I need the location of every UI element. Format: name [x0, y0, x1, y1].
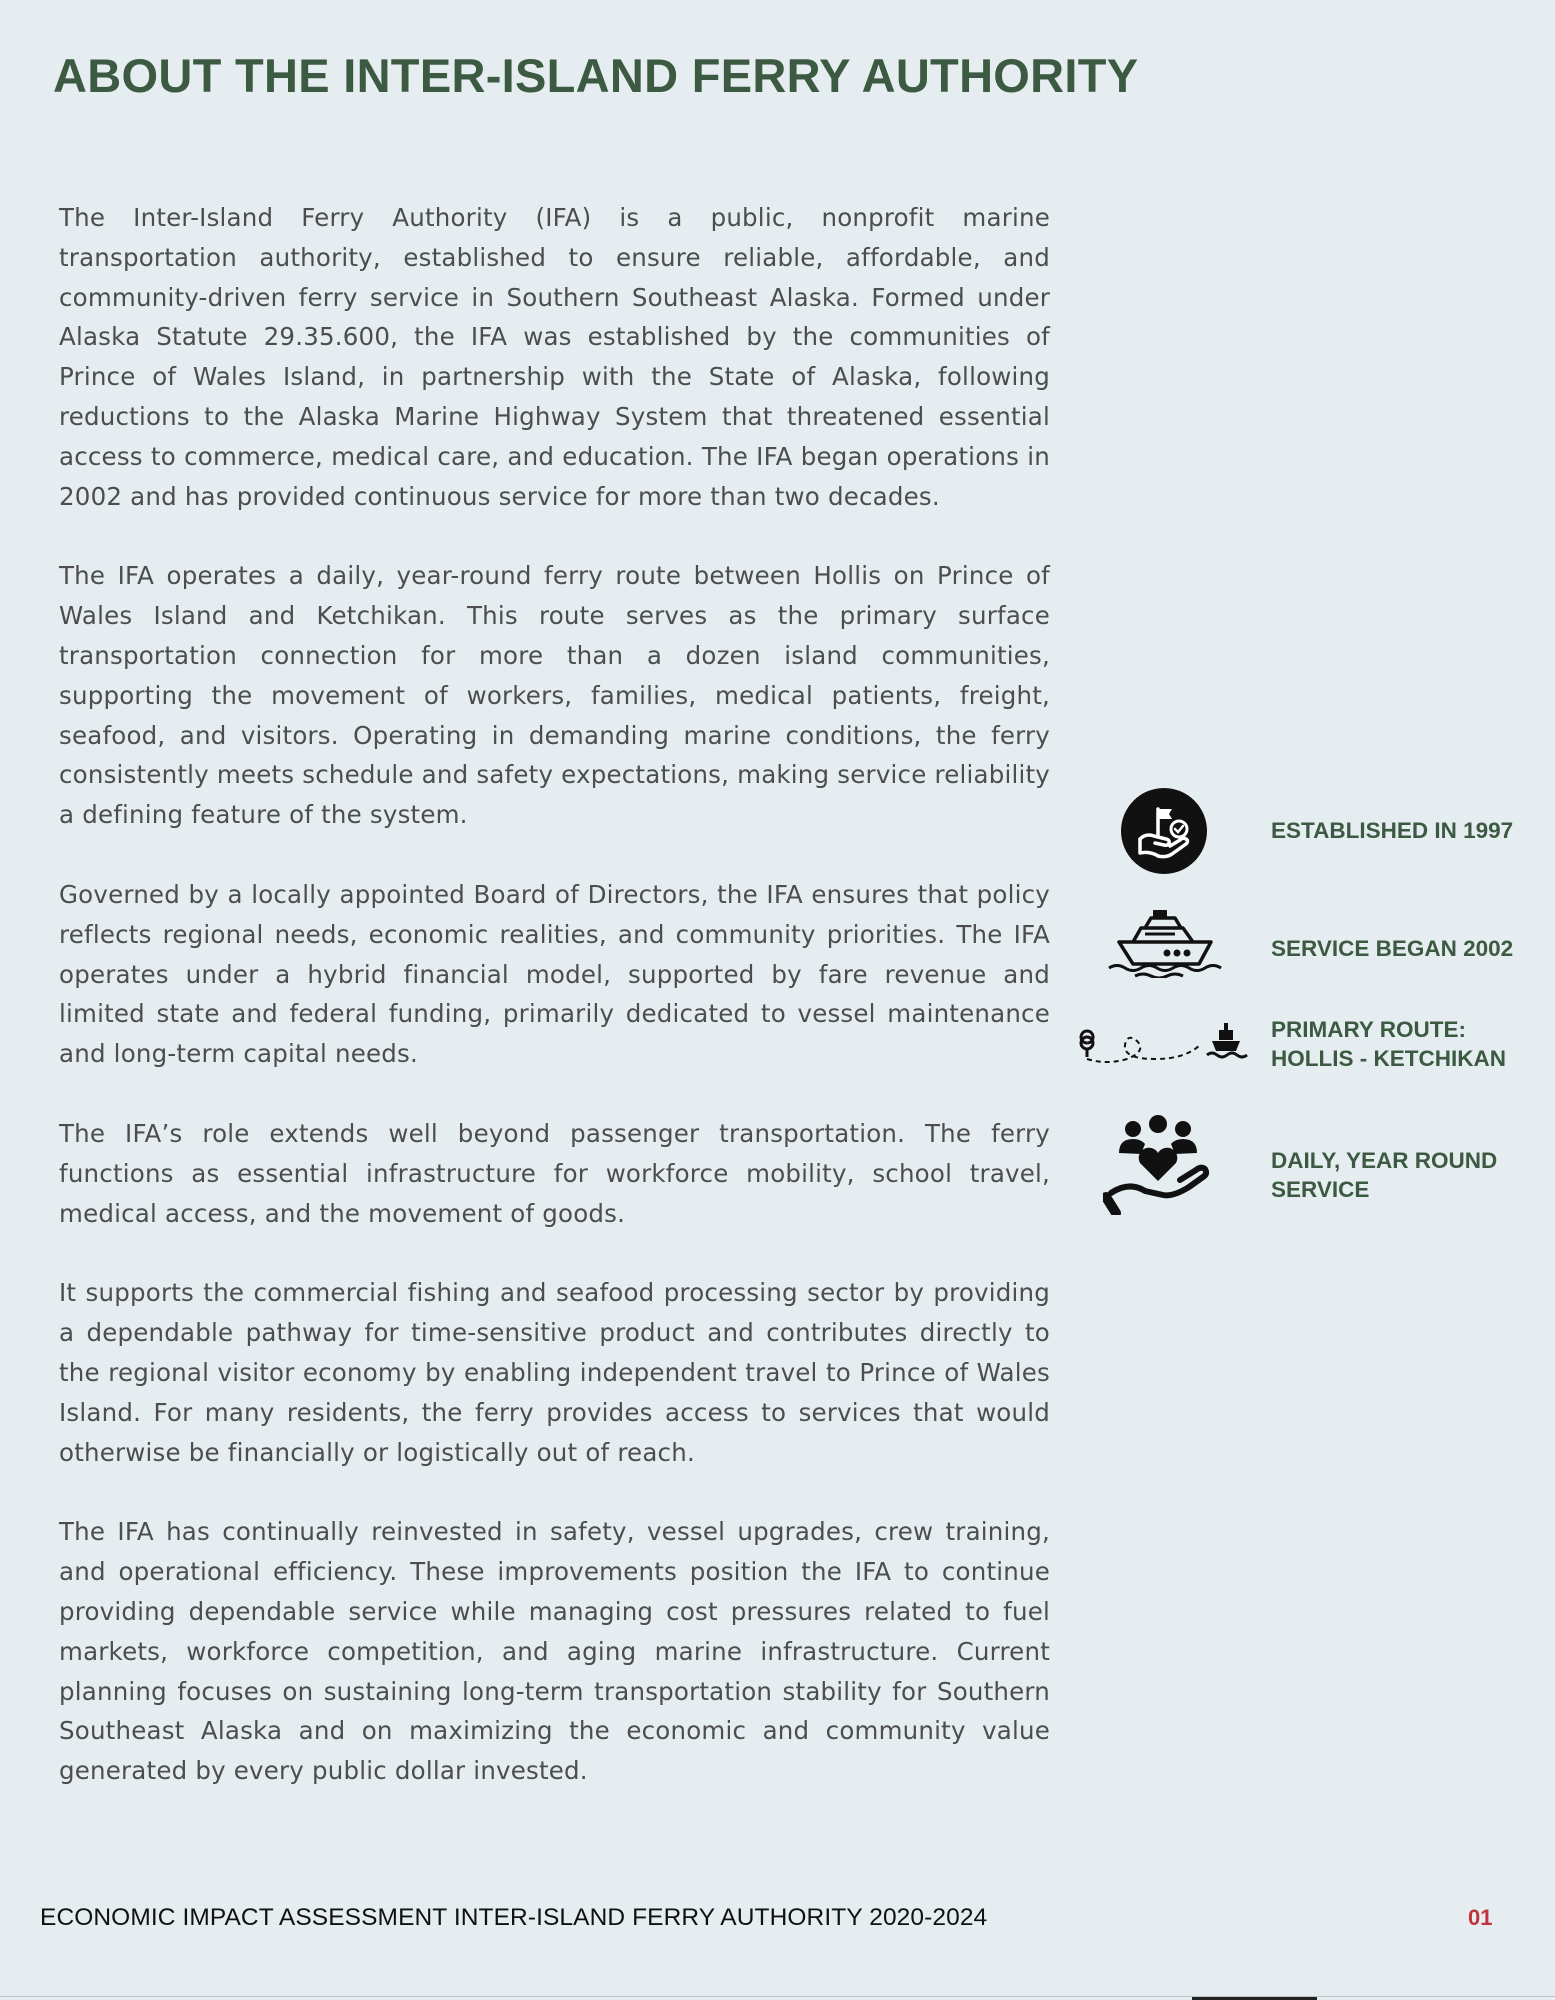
- fact-label: SERVICE BEGAN 2002: [1271, 936, 1514, 961]
- footer-title: ECONOMIC IMPACT ASSESSMENT INTER-ISLAND FERRY AUTHORITY 2020-2024: [40, 1904, 988, 1931]
- route-path-icon: [1075, 1015, 1235, 1115]
- paragraph-route: The IFA operates a daily, year-round ferry route between Hollis on Prince of Wales Island and Ketchikan. This route serves as the primary surface transportation connection for more than a dozen island communities, supporting the movement of workers, families, medical patients, freight, seafood, and visitors. Operating in demanding marine conditions, the ferry consistently meets schedule and safety expectations, making service reliability a defining feature of the system.: [59, 561, 1050, 830]
- ferry-ship-icon: [1075, 898, 1235, 998]
- fact-daily-service: [1075, 1115, 1545, 1215]
- paragraph-economy: It supports the commercial fishing and seafood processing sector by providing a dependable pathway for time-sensitive product and contributes directly to the regional visitor economy by enabling independent travel to Prince of Wales Island. For many residents, the ferry provides access to services that would otherwise be financially or logistically out of reach.: [59, 1278, 1050, 1467]
- fact-primary-route: [1075, 1015, 1545, 1115]
- fact-label: ESTABLISHED IN 1997: [1271, 818, 1514, 843]
- community-care-icon: [1075, 1115, 1235, 1215]
- page-number: 01: [1468, 1905, 1493, 1930]
- body-text: [59, 198, 1050, 1831]
- hand-flag-check-icon: [1075, 780, 1235, 880]
- fact-label: DAILY, YEAR ROUND SERVICE: [1271, 1148, 1498, 1202]
- fact-service-began: [1075, 898, 1545, 998]
- fact-established: [1075, 780, 1545, 880]
- paragraph-role: The IFA’s role extends well beyond passenger transportation. The ferry functions as essential infrastructure for workforce mobility, school travel, medical access, and the movement of goods.: [59, 1118, 1050, 1228]
- bottom-divider: [0, 1996, 1555, 1997]
- fact-label: PRIMARY ROUTE: HOLLIS - KETCHIKAN: [1271, 1017, 1506, 1071]
- paragraph-overview: The Inter-Island Ferry Authority (IFA) is a public, nonprofit marine transportation authority, established to ensure reliable, affordable, and community-driven ferry service in Southern Southeast Alaska. Formed under Alaska Statute 29.35.600, the IFA was established by the communities of Prince of Wales Island, in partnership with the State of Alaska, following reductions to the Alaska Marine Highway System that threatened essential access to commerce, medical care, and education. The IFA began operations in 2002 and has provided continuous service for more than two decades.: [59, 203, 1050, 511]
- paragraph-investment: The IFA has continually reinvested in safety, vessel upgrades, crew training, and operational efficiency. These improvements position the IFA to continue providing dependable service while managing cost pressures related to fuel markets, workforce competition, and aging marine infrastructure. Current planning focuses on sustaining long-term transportation stability for Southern Southeast Alaska and on maximizing the economic and community value generated by every public dollar invested.: [59, 1517, 1050, 1786]
- page-title: ABOUT THE INTER-ISLAND FERRY AUTHORITY: [53, 49, 1139, 102]
- paragraph-governance: Governed by a locally appointed Board of Directors, the IFA ensures that policy reflects regional needs, economic realities, and community priorities. The IFA operates under a hybrid financial model, supported by fare revenue and limited state and federal funding, primarily dedicated to vessel maintenance and long-term capital needs.: [59, 879, 1050, 1069]
